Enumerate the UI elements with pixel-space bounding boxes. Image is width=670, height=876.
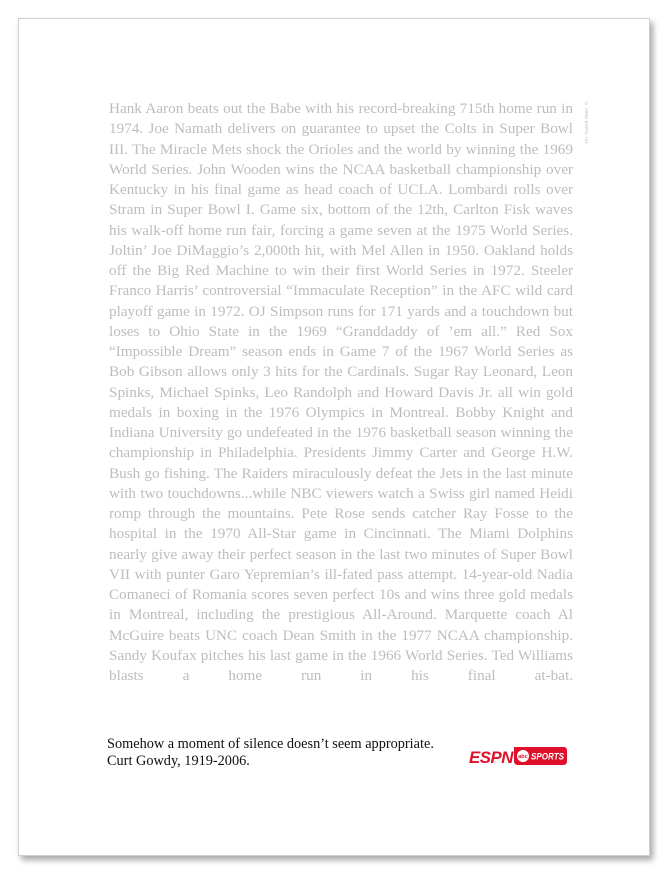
copyright-notice: © 2006 ESPN, Inc. [584,101,589,146]
tagline-line-2: Curt Gowdy, 1919-2006. [107,753,250,769]
ad-page [18,18,650,856]
espn-logo-text: ESPN [469,748,515,767]
sports-moments-body-text: Hank Aaron beats out the Babe with his record-breaking 715th home run in 1974. Joe Namath delivers on guarantee to upset the Colts in Super Bowl III. The Miracle Mets shock the Orioles and the world by winning the 1969 World Series. John Wooden wins the NCAA basketball championship over Kentucky in his final game as head coach of UCLA. Lombardi rolls over Stram in Super Bowl I. Game six, bottom of the 12th, Carlton Fisk waves his walk-off home run fair, forcing a game seven at the 1975 World Series. Joltin’ Joe DiMaggio’s 2,000th hit, with Mel Allen in 1950. Oakland holds off the Big Red Machine to win their first World Series in 1972. Steeler Franco Harris’ controversial “Immaculate Reception” in the AFC wild card playoff game in 1972. OJ Simpson runs for 171 yards and a touchdown but loses to Ohio State in the 1969 “Granddaddy of ’em all.” Red Sox “Impossible Dream” season ends in Game 7 of the 1967 World Series as Bob Gibson allows only 3 hits for the Cardinals. Sugar Ray Leonard, Leon Spinks, Michael Spinks, Leo Randolph and Howard Davis Jr. all win gold medals in boxing in the 1976 Olympics in Montreal. Bobby Knight and Indiana University go undefeated in the 1976 basketball season winning the championship in Philadelphia. Presidents Jimmy Carter and George H.W. Bush go fishing. The Raiders miraculously defeat the Jets in the last minute with two touchdowns...while NBC viewers watch a Swiss girl named Heidi romp through the mountains. Pete Rose sends catcher Ray Fosse to the hospital in the 1970 All-Star game in Cincinnati. The Miami Dolphins nearly give away their perfect season in the last two minutes of Super Bowl VII with punter Garo Yepremian’s ill-fated pass attempt. 14-year-old Nadia Comaneci of Romania scores seven perfect 10s and wins three gold medals in Montreal, including the prestigious All-Around. Marquette coach Al McGuire beats UNC coach Dean Smith in the 1977 NCAA championship. Sandy Koufax pitches his last game in the 1966 World Series. Ted Williams blasts a home run in his final at-bat. [109,100,573,684]
tagline-line-1: Somehow a moment of silence doesn’t seem appropriate. [107,736,434,752]
sports-logo-text: SPORTS [531,751,564,762]
tagline [107,736,434,770]
abc-logo-text: abc [518,754,528,760]
espn-abc-sports-logo [468,744,568,768]
